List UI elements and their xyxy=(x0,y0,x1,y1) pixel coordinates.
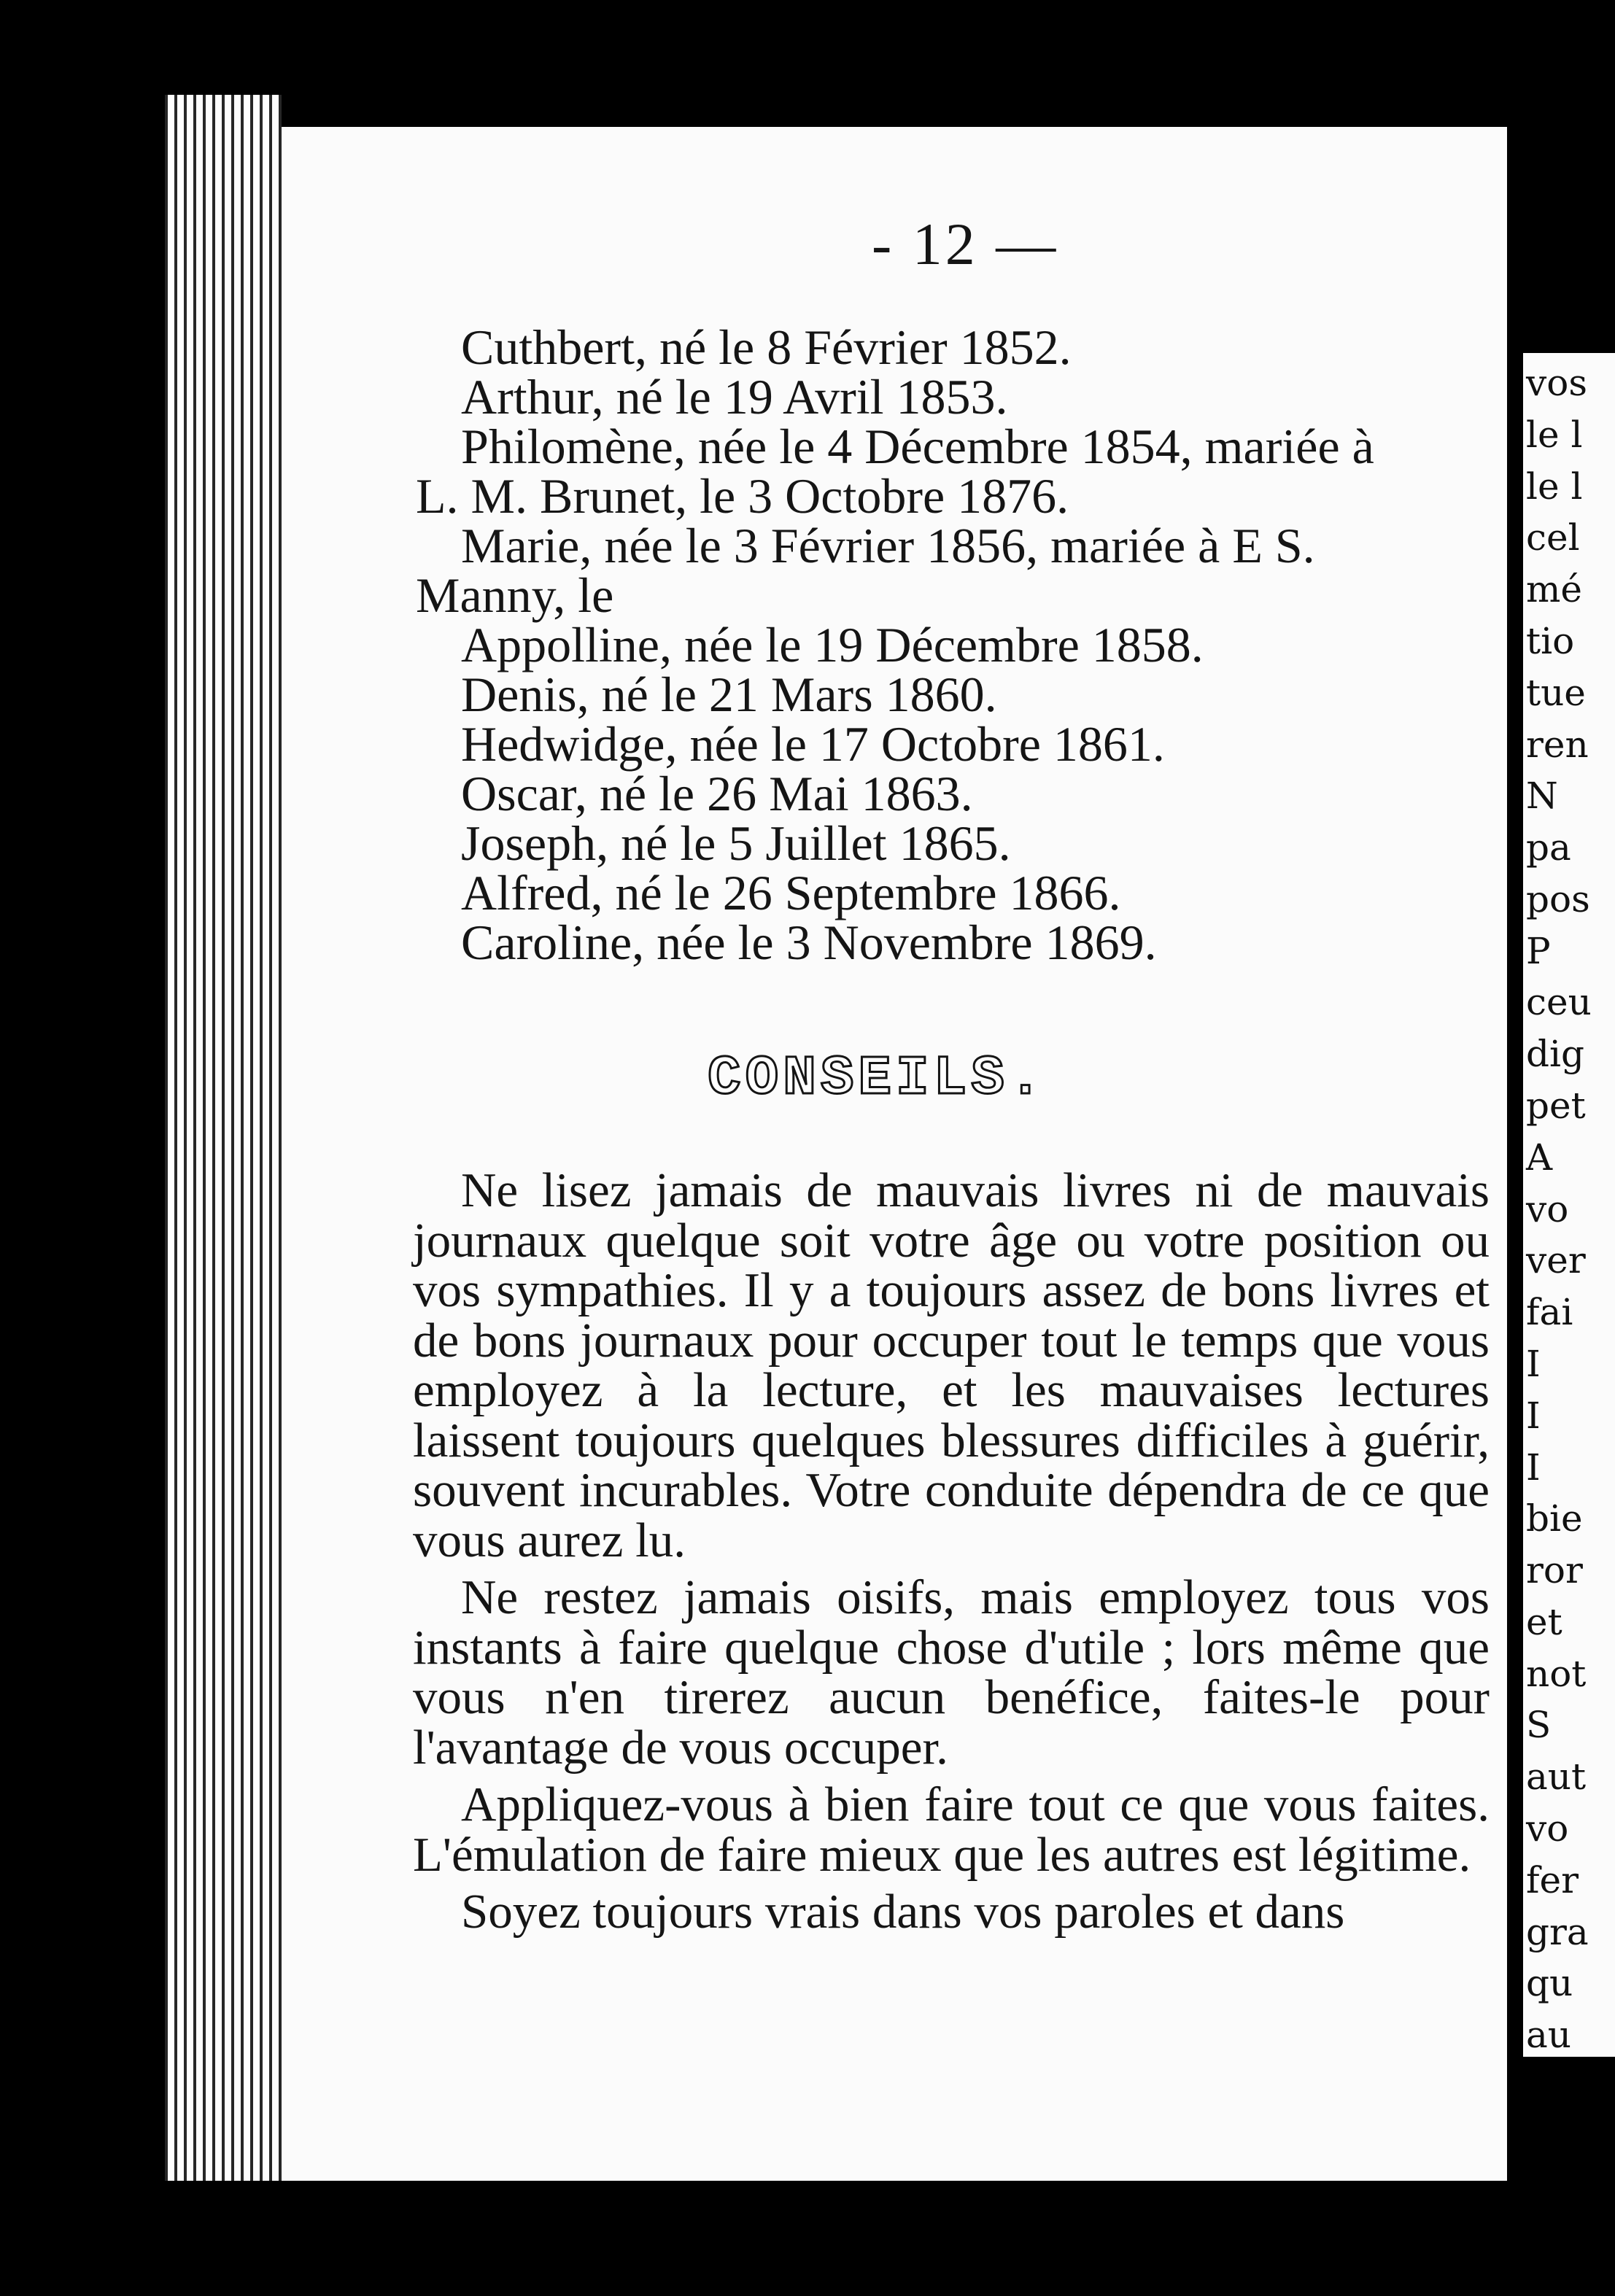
genealogy-entry: Denis, né le 21 Mars 1860. xyxy=(461,667,997,722)
facing-page-text: aut xyxy=(1526,1756,1587,1799)
facing-page-text: tue xyxy=(1526,671,1586,714)
genealogy-entry: Oscar, né le 26 Mai 1863. xyxy=(461,766,973,821)
paragraph: Appliquez-vous à bien faire tout ce que vous faites. L'émulation de faire mieux que les autres est légitime. xyxy=(413,1777,1490,1882)
genealogy-entry: Joseph, né le 5 Juillet 1865. xyxy=(461,815,1011,871)
genealogy-entry: Marie, née le 3 Février 1856, mariée à E S. xyxy=(461,518,1315,573)
facing-page-text: mé xyxy=(1526,568,1583,611)
advice-text xyxy=(413,1163,1490,1944)
genealogy-entry: Philomène, née le 4 Décembre 1854, mariée à xyxy=(461,419,1374,474)
facing-page-text: ver xyxy=(1526,1239,1586,1282)
facing-page-text: I xyxy=(1526,1394,1541,1437)
facing-page-text: fer xyxy=(1526,1858,1579,1901)
facing-page-text: I xyxy=(1526,1446,1541,1489)
facing-page-text: P xyxy=(1526,929,1551,972)
facing-page-text: et xyxy=(1526,1600,1562,1643)
facing-page-text: au xyxy=(1526,2014,1572,2057)
facing-page-text: pos xyxy=(1526,877,1590,920)
genealogy-entry: Arthur, né le 19 Avril 1853. xyxy=(461,369,1008,424)
genealogy-entry: Cuthbert, né le 8 Février 1852. xyxy=(461,319,1072,375)
facing-page-text: A xyxy=(1526,1136,1553,1179)
gutter-shadow xyxy=(1509,127,1522,2181)
genealogy-entry-continuation: Manny, le xyxy=(416,567,614,623)
facing-page-fragment xyxy=(1523,353,1615,2057)
facing-page-text: fai xyxy=(1526,1291,1573,1334)
genealogy-entry: Alfred, né le 26 Septembre 1866. xyxy=(461,865,1121,920)
genealogy-entry-continuation: L. M. Brunet, le 3 Octobre 1876. xyxy=(416,468,1069,524)
paragraph: Ne restez jamais oisifs, mais employez tous vos instants à faire quelque chose d'utile ; lors même que vous n'en tirerez aucun benéfice, faites-le pour l'avantage de vous occuper. xyxy=(413,1570,1490,1775)
facing-page-text: le l xyxy=(1526,465,1583,508)
genealogy-entry: Caroline, née le 3 Novembre 1869. xyxy=(461,915,1157,970)
facing-page-text: gra xyxy=(1526,1910,1589,1953)
paragraph: Ne lisez jamais de mauvais livres ni de mauvais journaux quelque soit votre âge ou votre position ou vos sympathies. Il y a toujours assez de bons livres et de bons journaux pour occuper tout le temps que vous employez à la lecture, et les mauvaises lectures laissent toujours quelques blessures difficiles à guérir, souvent incurables. Votre conduite dépendra de ce que vous aurez lu. xyxy=(413,1163,1490,1567)
facing-page-text: cel xyxy=(1526,516,1580,559)
facing-page-text: le l xyxy=(1526,413,1583,456)
facing-page-text: ceu xyxy=(1526,981,1592,1024)
book-page-edges xyxy=(165,95,282,2181)
facing-page-text: ren xyxy=(1526,723,1589,766)
facing-page-text: not xyxy=(1526,1652,1587,1695)
page-number: - 12 — xyxy=(872,211,1059,277)
paragraph: Soyez toujours vrais dans vos paroles et dans xyxy=(461,1885,1345,1939)
facing-page-text: S xyxy=(1526,1704,1552,1747)
section-heading: CONSEILS. xyxy=(708,1047,1047,1110)
facing-page-text: qu xyxy=(1526,1962,1573,2005)
facing-page-text: pa xyxy=(1526,826,1571,869)
facing-page-text: tio xyxy=(1526,619,1575,662)
facing-page-text: vo xyxy=(1526,1807,1569,1850)
facing-page-text: ror xyxy=(1526,1549,1583,1592)
facing-page-text: I xyxy=(1526,1342,1541,1385)
facing-page-text: N xyxy=(1526,775,1558,818)
genealogy-entry: Hedwidge, née le 17 Octobre 1861. xyxy=(461,716,1165,772)
facing-page-text: vo xyxy=(1526,1187,1569,1230)
genealogy-list xyxy=(416,319,1495,970)
page-edge-lines xyxy=(165,95,282,2181)
facing-page-text: pet xyxy=(1526,1085,1586,1128)
facing-page-text: vos xyxy=(1526,362,1588,404)
facing-page-text: dig xyxy=(1526,1033,1585,1076)
genealogy-entry: Appolline, née le 19 Décembre 1858. xyxy=(461,617,1204,672)
facing-page-text: bie xyxy=(1526,1497,1583,1540)
